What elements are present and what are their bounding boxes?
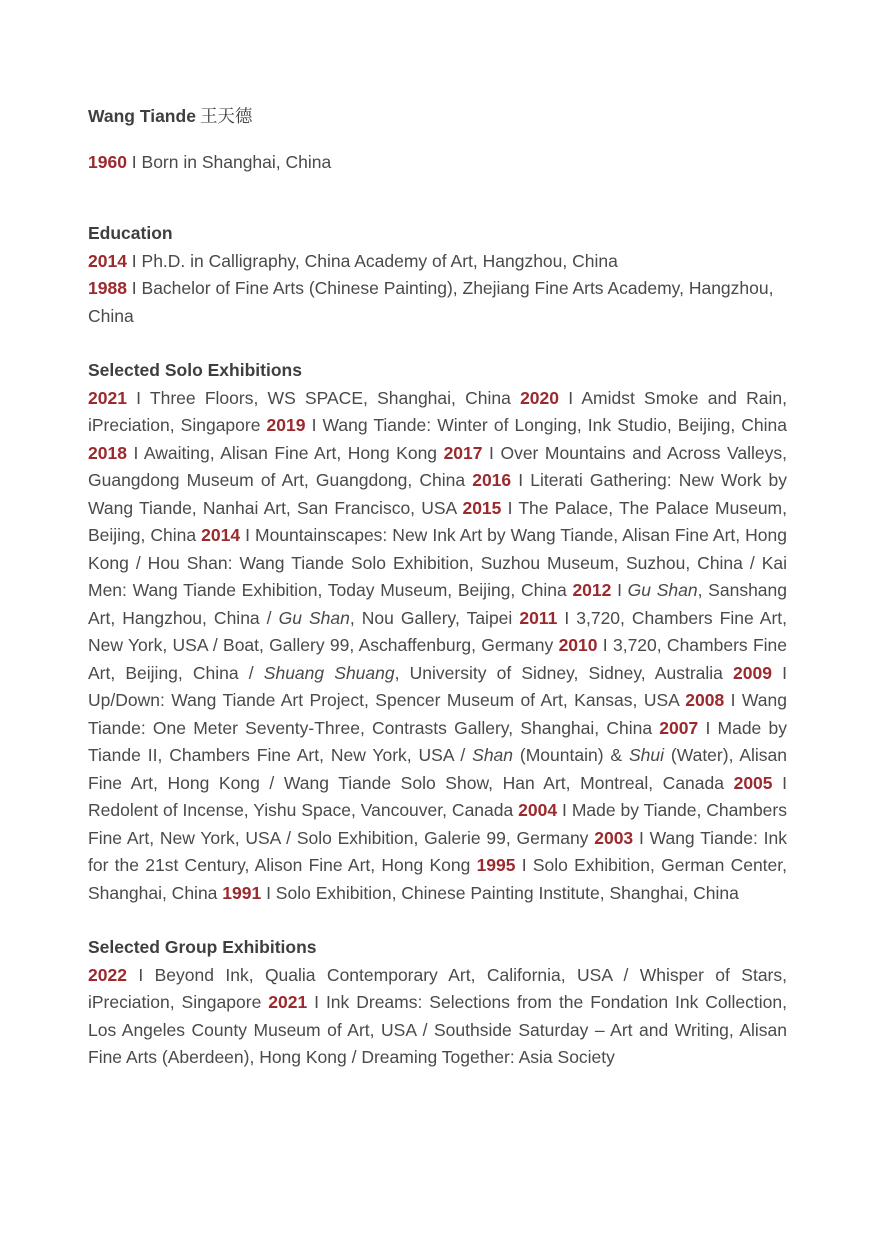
exhibition-year: 2016 [472,470,512,490]
birth-text: I Born in Shanghai, China [126,152,332,172]
exhibition-text: , Sanshang Art, Hangzhou, China / [88,580,788,628]
exhibition-text: I Literati Gathering: New Work by Wang Tiande, Nanhai Art, San Francisco, USA [88,470,787,518]
exhibition-year: 2005 [733,772,773,793]
exhibition-text: I 3,720, Chambers Fine Art, Beijing, China / [88,635,787,683]
exhibition-title-italic: Gu Shan [627,580,698,600]
group-exhibitions-title: Selected Group Exhibitions [88,937,317,957]
birth-year: 1960 [88,152,127,172]
solo-exhibitions-title: Selected Solo Exhibitions [88,360,302,380]
exhibition-year: 2008 [685,690,725,710]
artist-name-en: Wang Tiande [88,106,196,126]
exhibition-year: 2007 [659,717,699,738]
education-title: Education [88,223,173,243]
group-exhibitions-list [88,962,787,1072]
education-year: 1988 [88,278,127,298]
exhibition-text: I Wang Tiande: Ink for the 21st Century, Alison Fine Art, Hong Kong [88,827,787,875]
exhibition-year: 2009 [733,662,772,683]
education-section [88,220,787,330]
exhibition-title-italic: Shui [628,745,665,765]
exhibition-year: 2021 [88,387,127,408]
exhibition-year: 2004 [518,800,558,820]
exhibition-text: I Made by Tiande II, Chambers Fine Art, New York, USA / [88,717,787,765]
exhibition-text: I Amidst Smoke and Rain, iPreciation, Singapore [88,387,787,435]
exhibition-text: I Redolent of Incense, Yishu Space, Vancouver, Canada [88,772,787,820]
exhibition-text: I Three Floors, WS SPACE, Shanghai, China [126,387,521,408]
solo-exhibitions-section [88,357,787,907]
exhibition-text: I Wang Tiande: One Meter Seventy-Three, Contrasts Gallery, Shanghai, China [88,690,787,738]
exhibition-year: 1995 [476,855,516,875]
exhibition-year: 2017 [443,442,483,463]
exhibition-text: (Water), Alisan Fine Art, Hong Kong / Wang Tiande Solo Show, Han Art, Montreal, Canada [88,745,788,793]
artist-name [88,104,787,128]
exhibition-text: I Made by Tiande, Chambers Fine Art, New York, USA / Solo Exhibition, Galerie 99, Germany [88,800,787,848]
education-text: I Bachelor of Fine Arts (Chinese Painting), Zhejiang Fine Arts Academy, Hangzhou, China [88,278,774,326]
exhibition-year: 2021 [268,992,308,1012]
education-year: 2014 [88,250,127,271]
exhibition-year: 2012 [572,580,612,600]
solo-exhibitions-list [88,385,787,908]
exhibition-text: I Beyond Ink, Qualia Contemporary Art, California, USA / Whisper of Stars, iPreciation, Singapore [88,964,787,1012]
education-item [88,248,787,276]
exhibition-text: I Over Mountains and Across Valleys, Guangdong Museum of Art, Guangdong, China [88,442,787,490]
exhibition-text: I The Palace, The Palace Museum, Beijing, China [88,497,787,545]
group-exhibitions-section [88,934,787,1072]
exhibition-text: (Mountain) & [513,745,629,765]
exhibition-year: 2018 [88,442,127,463]
exhibition-text: I [611,580,628,600]
exhibition-text: I Up/Down: Wang Tiande Art Project, Spencer Museum of Art, Kansas, USA [88,662,787,710]
exhibition-year: 2003 [594,827,634,848]
exhibition-text: , University of Sidney, Sidney, Australia [394,662,734,683]
exhibition-text: I Mountainscapes: New Ink Art by Wang Tiande, Alisan Fine Art, Hong Kong / Hou Shan: Wang Tiande Solo Exhibition, Suzhou Museum, Suzhou, China / Kai Men: Wang Tiande Exhibition, Today Museum, Beijing, China [88,525,787,600]
education-text: I Ph.D. in Calligraphy, China Academy of Art, Hangzhou, China [126,250,618,271]
exhibition-year: 2019 [266,415,306,435]
exhibition-title-italic: Shan [472,745,514,765]
artist-name-cn: 王天德 [199,106,253,126]
exhibition-text: I Wang Tiande: Winter of Longing, Ink Studio, Beijing, China [305,415,788,435]
exhibition-text: I Awaiting, Alisan Fine Art, Hong Kong [126,442,444,463]
exhibition-year: 2020 [520,387,559,408]
exhibition-text: I Ink Dreams: Selections from the Fondation Ink Collection, Los Angeles County Museum of Art, USA / Southside Saturday – Art and Writing, Alisan Fine Arts (Aberdeen), Hong Kong / Dreaming Together: Asia Society [88,992,787,1067]
birth-line [88,150,787,174]
exhibition-title-italic: Shuang Shuang [263,662,395,683]
exhibition-year: 2011 [519,607,558,628]
exhibition-year: 2015 [462,497,502,518]
exhibition-text: I Solo Exhibition, German Center, Shanghai, China [88,855,788,903]
exhibition-title-italic: Gu Shan [278,607,350,628]
exhibition-text: I Solo Exhibition, Chinese Painting Institute, Shanghai, China [261,882,739,903]
education-item [88,275,787,330]
exhibition-year: 2010 [558,635,598,655]
exhibition-year: 2014 [201,525,241,545]
exhibition-text: , Nou Gallery, Taipei [349,607,520,628]
exhibition-text: I 3,720, Chambers Fine Art, New York, USA / Boat, Gallery 99, Aschaffenburg, Germany [88,607,788,655]
exhibition-year: 1991 [222,882,262,903]
exhibition-year: 2022 [88,964,127,985]
